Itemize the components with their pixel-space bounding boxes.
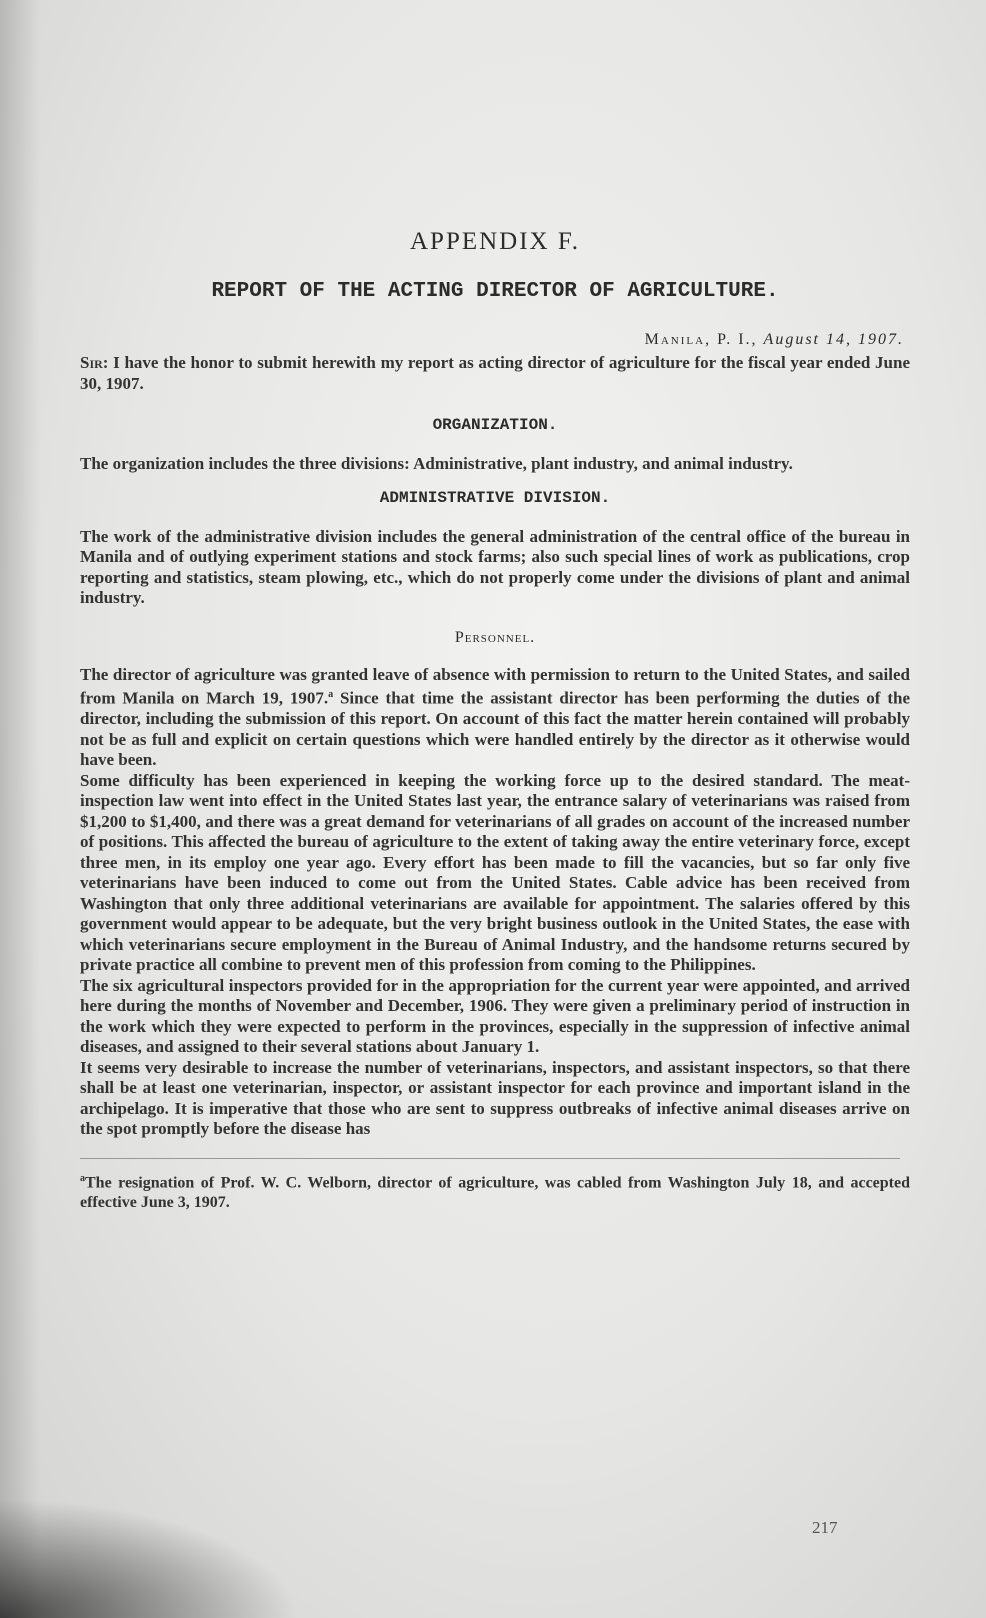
report-title: REPORT OF THE ACTING DIRECTOR OF AGRICULTURE. xyxy=(211,280,779,303)
footnote-rule xyxy=(80,1158,900,1159)
footnote-reference: a xyxy=(328,689,334,700)
personnel-paragraph-1-rest: Since that time the assistant director has been performing the duties of the director, including the submission of this report. On account of this fact the matter herein contained will probably not be as full and explicit on certain questions which were handled entirely by the director as it otherwise would have been. xyxy=(80,688,910,770)
administrative-paragraph: The work of the administrative division includes the general administration of the central office of the bureau in Manila and of outlying experiment stations and stock farms; also such special lines of work as publications, crop reporting and statistics, steam plowing, etc., which do not properly come under the divisions of plant and animal industry. xyxy=(80,526,910,607)
page-shadow-left xyxy=(0,0,40,1618)
personnel-paragraph-2: Some difficulty has been experienced in keeping the working force up to the desired standard. The meat-inspection law went into effect in the United States last year, the entrance salary of veterinarians was raised from $1,200 to $1,400, and there was a great demand for veterinarians of all grades on account of the increased number of positions. This affected the bureau of agriculture to the extent of taking away the entire veterinary force, except three men, in its employ one year ago. Every effort has been made to fill the vacancies, but so far only five veterinarians have been induced to come out from the United States. Cable advice has been received from Washington that only three additional veterinarians are available for appointment. The salaries offered by this government would appear to be adequate, but the very bright business outlook in the United States, the ease with which veterinarians secure employment in the Bureau of Animal Industry, and the handsome returns secured by private practice all combine to prevent men of this profession from coming to the Philippines. xyxy=(80,770,910,975)
opening-paragraph xyxy=(80,353,910,394)
administrative-heading: ADMINISTRATIVE DIVISION. xyxy=(379,488,611,507)
page-shadow-corner xyxy=(0,1498,300,1618)
page-content xyxy=(80,228,910,1213)
organization-paragraph: The organization includes the three divisions: Administrative, plant industry, and animal industry. xyxy=(80,454,793,473)
salutation: Sir: xyxy=(80,353,109,372)
dateline-date: August 14, 1907. xyxy=(763,331,904,348)
opening-text: I have the honor to submit herewith my report as acting director of agriculture for the fiscal year ended June 30, 1907. xyxy=(80,353,910,393)
footnote-mark: a xyxy=(80,1172,85,1184)
personnel-heading: Personnel. xyxy=(454,628,536,646)
dateline-place: Manila, P. I., xyxy=(644,331,758,348)
appendix-title: APPENDIX F. xyxy=(409,228,581,255)
footnote xyxy=(80,1169,910,1213)
footnote-text: The resignation of Prof. W. C. Welborn, director of agriculture, was cabled from Washington July 18, and accepted effective June 3, 1907. xyxy=(80,1173,910,1211)
personnel-paragraph-3: The six agricultural inspectors provided for in the appropriation for the current year were appointed, and arrived here during the months of November and December, 1906. They were given a preliminary period of instruction in the work which they were expected to perform in the provinces, especially in the suppression of infective animal diseases, and assigned to their several stations about January 1. xyxy=(80,975,910,1057)
personnel-paragraph-1 xyxy=(80,665,910,771)
personnel-paragraph-1-text: The director of agriculture was granted leave of absence with permission to return to the United States, and sailed from Manila on March 19, 1907. xyxy=(80,664,910,708)
page-number: 217 xyxy=(812,1518,838,1537)
personnel-paragraph-4: It seems very desirable to increase the number of veterinarians, inspectors, and assistant inspectors, so that there shall be at least one veterinarian, inspector, or assistant inspector for each province and important island in the archipelago. It is imperative that those who are sent to suppress outbreaks of infective animal diseases arrive on the spot promptly before the disease has xyxy=(80,1057,910,1139)
dateline xyxy=(80,331,910,349)
organization-heading: ORGANIZATION. xyxy=(432,416,558,434)
